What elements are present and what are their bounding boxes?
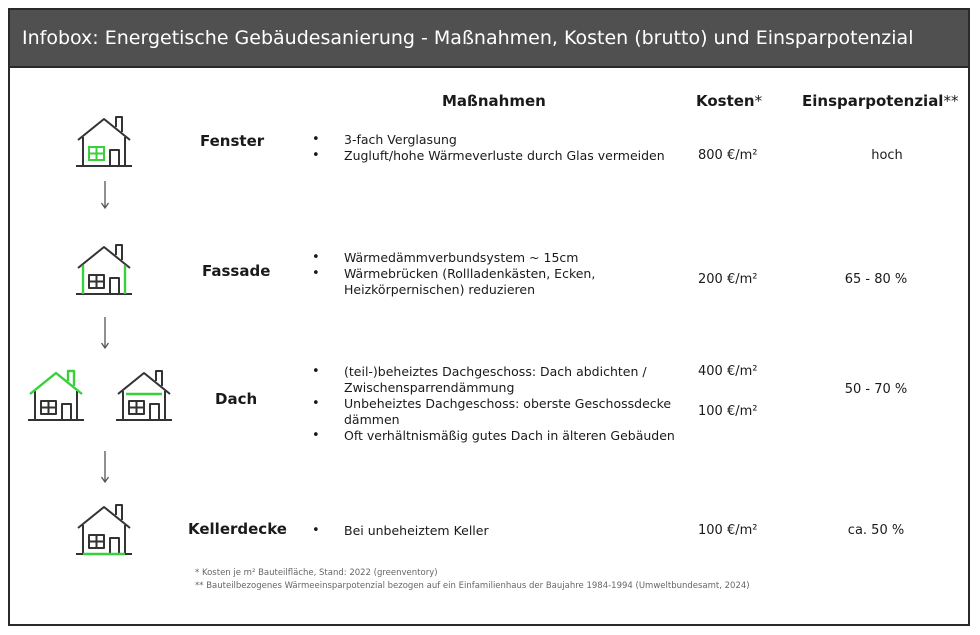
row-title-fenster: Fenster <box>200 132 265 150</box>
cost-value-fassade: 200 €/m² <box>698 272 758 287</box>
measure-item: • 3-fach Verglasung <box>310 132 670 148</box>
column-heading-kosten <box>696 92 762 110</box>
infobox <box>8 8 970 626</box>
measures-list-dach <box>310 364 682 444</box>
savings-value-fenster: hoch <box>871 148 903 163</box>
infobox-header: Infobox: Energetische Gebäudesanierung - Maßnahmen, Kosten (brutto) und Einsparpotenzial <box>10 10 968 66</box>
measure-item: • (teil-)beheiztes Dachgeschoss: Dach abdichten / Zwischensparrendämmung <box>310 364 682 396</box>
measures-list-fassade <box>310 250 640 298</box>
cost-value-fenster: 800 €/m² <box>698 148 758 163</box>
house-basement-icon <box>74 498 136 560</box>
footnote-costs: * Kosten je m² Bauteilfläche, Stand: 2022 (greenventory) <box>195 568 438 578</box>
house-roof-icon <box>26 364 88 426</box>
cost-value-dach-unheated: 100 €/m² <box>698 404 758 419</box>
footnote-savings: ** Bauteilbezogenes Wärmeeinsparpotenzial bezogen auf ein Einfamilienhaus der Baujahre 1984-1994 (Umweltbundesamt, 2024) <box>195 581 750 591</box>
row-title-fassade: Fassade <box>202 262 271 280</box>
arrow-down-icon <box>99 450 111 484</box>
measures-list-kellerdecke <box>310 523 650 539</box>
arrow-down-icon <box>99 180 111 210</box>
row-title-kellerdecke: Kellerdecke <box>188 520 287 538</box>
house-facade-icon <box>74 238 136 300</box>
house-ceiling-icon <box>114 364 176 426</box>
savings-value-kellerdecke: ca. 50 % <box>847 523 905 538</box>
cost-value-dach-heated: 400 €/m² <box>698 364 758 379</box>
column-heading-kosten-label: Kosten <box>696 92 755 110</box>
savings-value-fassade: 65 - 80 % <box>844 272 908 287</box>
measure-item: • Oft verhältnismäßig gutes Dach in älteren Gebäuden <box>310 428 682 444</box>
row-title-dach: Dach <box>215 390 258 408</box>
savings-value-dach: 50 - 70 % <box>844 382 908 397</box>
house-window-icon <box>74 110 136 172</box>
measure-item: • Bei unbeheiztem Keller <box>310 523 650 539</box>
column-heading-einsparpotenzial <box>802 92 958 110</box>
measure-item: • Unbeheiztes Dachgeschoss: oberste Geschossdecke dämmen <box>310 396 682 428</box>
column-heading-einsparpotenzial-label: Einsparpotenzial <box>802 92 944 110</box>
measure-item: • Wärmebrücken (Rollladenkästen, Ecken, Heizkörpernischen) reduzieren <box>310 266 640 298</box>
arrow-down-icon <box>99 316 111 350</box>
cost-value-kellerdecke: 100 €/m² <box>698 523 758 538</box>
measure-item: • Zugluft/hohe Wärmeverluste durch Glas vermeiden <box>310 148 670 164</box>
measure-item: • Wärmedämmverbundsystem ~ 15cm <box>310 250 640 266</box>
measures-list-fenster <box>310 132 670 164</box>
column-heading-massnahmen: Maßnahmen <box>442 92 546 110</box>
header-divider <box>10 66 968 68</box>
